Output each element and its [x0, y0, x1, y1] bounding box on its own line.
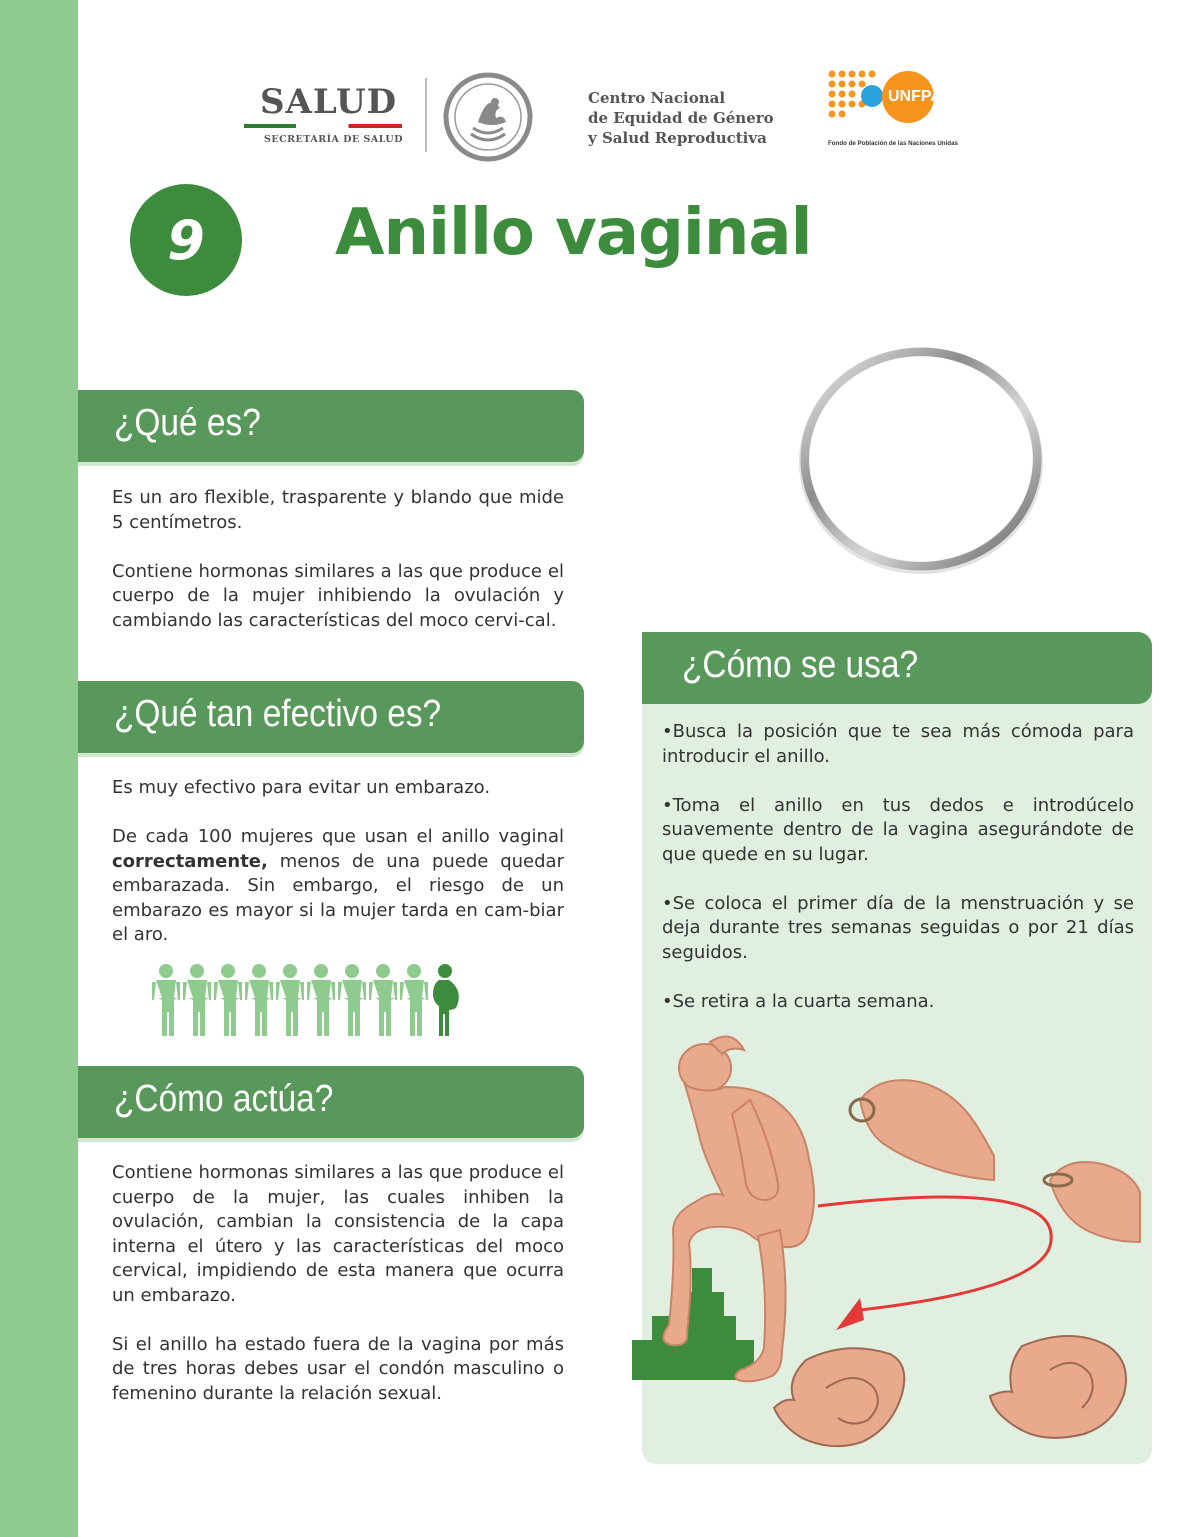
- woman-icon: [152, 964, 180, 1036]
- efectivo-body: [112, 776, 564, 948]
- mexico-seal-icon: [443, 72, 533, 162]
- stairs-illustration: [632, 1268, 754, 1380]
- como-actua-paragraph-2: Si el anillo ha estado fuera de la vagina por más de tres horas debes usar el condón masculino o femenino durante la relación sexual.: [112, 1333, 564, 1404]
- como-se-usa-header: [642, 632, 1152, 704]
- como-se-usa-item-2: •Toma el anillo en tus dedos e introdúcelo suavemente dentro de la vagina asegurándote de que quede en su lugar.: [662, 794, 1134, 865]
- efectivo-text-bold: correctamente,: [112, 850, 268, 872]
- page-title: Anillo vaginal: [335, 196, 812, 270]
- logo-divider: [425, 78, 427, 152]
- vaginal-ring-image: [790, 338, 1052, 580]
- ring-insertion-illustration: [630, 1030, 1150, 1460]
- como-se-usa-item-1: •Busca la posición que te sea más cómoda para introducir el anillo.: [662, 721, 1134, 767]
- como-actua-header: [78, 1066, 584, 1138]
- woman-icon: [183, 964, 211, 1036]
- que-es-body: [112, 486, 564, 633]
- efectivo-heading: ¿Qué tan efectivo es?: [114, 693, 442, 735]
- center-name-line-2: de Equidad de Género: [588, 109, 774, 127]
- woman-icon: [400, 964, 428, 1036]
- center-name-line-3: y Salud Reproductiva: [588, 129, 767, 147]
- woman-figure-illustration: [663, 1037, 814, 1382]
- woman-icon: [338, 964, 366, 1036]
- pelvis-diagram-2-illustration: [990, 1336, 1126, 1438]
- que-es-heading: ¿Qué es?: [114, 402, 261, 444]
- unfpa-subtitle: Fondo de Población de las Naciones Unidas: [828, 140, 958, 147]
- unfpa-logo: [828, 70, 998, 160]
- como-se-usa-heading: ¿Cómo se usa?: [682, 644, 919, 686]
- efectivo-text-pre: De cada 100 mujeres que usan el anillo vaginal: [112, 826, 564, 847]
- salud-logo: [238, 82, 408, 152]
- efectivo-paragraph-1: Es muy efectivo para evitar un embarazo.: [112, 777, 491, 798]
- woman-icon: [214, 964, 242, 1036]
- efectivo-text-post: menos de una puede quedar embarazada. Sin embargo, el riesgo de un embarazo es mayor si la mujer tarda en cam-biar el aro.: [112, 850, 564, 945]
- pregnant-woman-icon: [433, 964, 459, 1036]
- salud-logo-stripe: [244, 124, 402, 128]
- woman-icon: [245, 964, 273, 1036]
- como-se-usa-item-4: •Se retira a la cuarta semana.: [662, 990, 935, 1012]
- como-actua-heading: ¿Cómo actúa?: [114, 1078, 334, 1120]
- center-name-line-1: Centro Nacional: [588, 89, 726, 107]
- center-name-logo: [588, 88, 774, 148]
- salud-logo-word: SALUD: [260, 82, 398, 122]
- salud-logo-subtitle: SECRETARÍA DE SALUD: [264, 134, 403, 145]
- como-se-usa-list: [662, 720, 1134, 1039]
- que-es-paragraph-1: Es un aro flexible, trasparente y blando que mide 5 centímetros.: [112, 487, 564, 533]
- efectivo-header: [78, 681, 584, 753]
- woman-icon: [369, 964, 397, 1036]
- woman-icon: [276, 964, 304, 1036]
- efectivo-paragraph-2: [112, 825, 564, 948]
- como-actua-body: [112, 1161, 564, 1406]
- woman-icon: [307, 964, 335, 1036]
- left-side-bar: [0, 0, 78, 1537]
- hand-holding-ring-illustration: [850, 1080, 994, 1180]
- direction-arrow-icon: [818, 1197, 1051, 1310]
- section-number-badge: 9: [130, 184, 242, 296]
- como-actua-paragraph-1: Contiene hormonas similares a las que produce el cuerpo de la mujer, las cuales inhiben la ovulación, cambian la consistencia de la capa interna el útero y las características del moco cervical, impidiendo de esta manera que ocurra un embarazo.: [112, 1162, 564, 1306]
- women-pictogram: [152, 962, 462, 1036]
- hand-folding-ring-illustration: [1044, 1162, 1140, 1242]
- pelvis-diagram-illustration: [774, 1348, 904, 1446]
- como-se-usa-item-3: •Se coloca el primer día de la menstruación y se deja durante tres semanas seguidas o por 21 días seguidos.: [662, 892, 1134, 963]
- que-es-header: [78, 390, 584, 462]
- que-es-paragraph-2: Contiene hormonas similares a las que produce el cuerpo de la mujer inhibiendo la ovulación y cambiando las características del moco cervi-cal.: [112, 560, 564, 631]
- unfpa-name: UNFPA: [888, 88, 942, 105]
